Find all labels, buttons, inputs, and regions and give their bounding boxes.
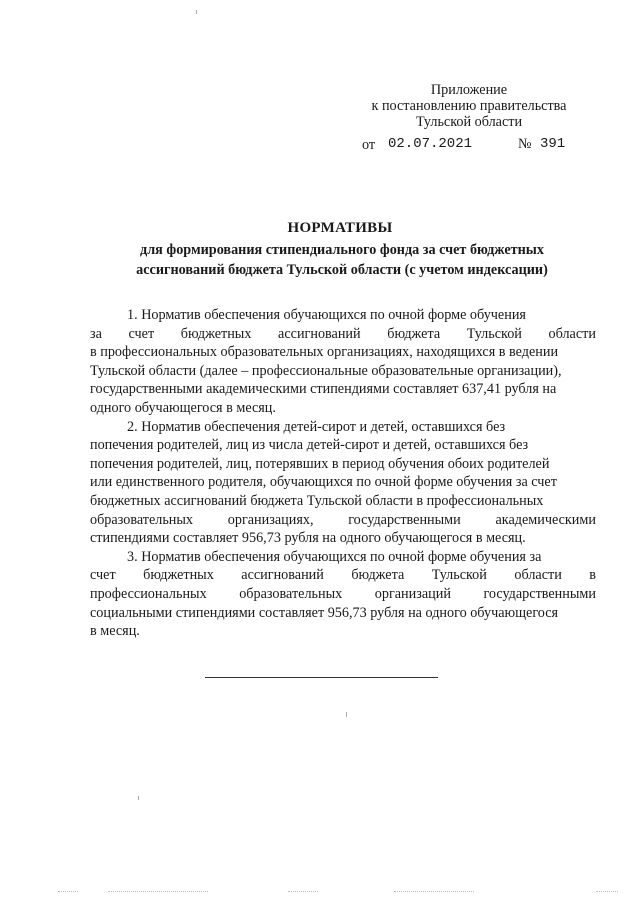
word: профессиональных <box>90 585 207 602</box>
word: ассигнований <box>278 325 361 342</box>
word: образовательных <box>90 511 194 528</box>
word: за <box>90 325 102 342</box>
p3-line-4: социальными стипендиями составляет 956,73 рубля на одного обучающегося <box>90 604 559 621</box>
p2-line-7: стипендиями составляет 956,73 рубля на одного обучающегося в месяц. <box>90 530 526 547</box>
word: области <box>514 567 562 584</box>
scan-noise <box>108 891 208 893</box>
p3-line-5: в месяц. <box>90 623 140 640</box>
p1-line-6: одного обучающегося в месяц. <box>90 399 276 416</box>
word: бюджета <box>387 325 441 342</box>
annex-block <box>362 82 576 130</box>
scan-speck <box>196 10 197 14</box>
subtitle-line-1: для формирования стипендиального фонда за счет бюджетных <box>140 242 544 258</box>
word: государственными <box>483 585 596 602</box>
p3-line-3 <box>90 585 596 604</box>
p2-line-5: бюджетных ассигнований бюджета Тульской области в профессиональных <box>90 492 544 509</box>
p1-line-1: 1. Норматив обеспечения обучающихся по очной форме обучения <box>127 307 526 323</box>
word: счет <box>128 325 155 342</box>
word: образовательных <box>239 585 343 602</box>
closing-rule <box>205 677 438 678</box>
word: Тульской <box>431 567 487 584</box>
p3-line-1: 3. Норматив обеспечения обучающихся по очной форме обучения за <box>127 548 542 565</box>
document-title: НОРМАТИВЫ <box>287 220 393 236</box>
scan-noise <box>58 891 78 893</box>
document-date: 02.07.2021 <box>388 136 473 152</box>
scan-speck <box>138 796 139 800</box>
annex-line-1: Приложение <box>430 82 508 98</box>
scan-speck <box>346 712 347 717</box>
annex-line-3: Тульской области <box>415 114 523 130</box>
scan-noise <box>394 891 474 893</box>
document-number: 391 <box>540 136 566 152</box>
document-body <box>90 306 596 641</box>
word: государственными <box>348 511 461 528</box>
number-label: № <box>518 136 532 152</box>
p1-line-3: в профессиональных образовательных организациях, находящихся в ведении <box>90 344 559 361</box>
p1-line-2 <box>90 325 596 344</box>
word: Тульской <box>466 325 522 342</box>
word: организаций <box>374 585 451 602</box>
word: бюджетных <box>180 325 252 342</box>
p2-line-3: попечения родителей, лиц, потерявших в период обучения обоих родителей <box>90 455 550 472</box>
p2-line-1: 2. Норматив обеспечения детей-сирот и детей, оставшихся без <box>127 418 506 435</box>
word: академическими <box>495 511 596 528</box>
p2-line-4: или единственного родителя, обучающихся по очной форме обучения за счет <box>90 474 557 491</box>
word: в <box>589 567 596 584</box>
word: области <box>548 325 596 342</box>
word: бюджета <box>351 567 405 584</box>
p2-line-6 <box>90 511 596 530</box>
p1-line-4: Тульской области (далее – профессиональные образовательные организации), <box>90 362 562 379</box>
annex-line-2: к постановлению правительства <box>371 98 567 114</box>
word: счет <box>90 567 116 584</box>
word: бюджетных <box>143 567 214 584</box>
date-number-line <box>362 136 566 154</box>
document-subtitle <box>90 240 594 280</box>
subtitle-line-2: ассигнований бюджета Тульской области (с учетом индексации) <box>136 262 548 278</box>
word: ассигнований <box>241 567 324 584</box>
date-prefix: от <box>362 137 376 153</box>
scan-noise <box>596 891 618 893</box>
p3-line-2 <box>90 566 596 585</box>
word: организациях, <box>227 511 314 528</box>
scan-noise <box>288 891 318 893</box>
p2-line-2: попечения родителей, лиц из числа детей-сирот и детей, оставшихся без <box>90 437 529 454</box>
p1-line-5: государственными академическими стипендиями составляет 637,41 рубля на <box>90 381 557 398</box>
